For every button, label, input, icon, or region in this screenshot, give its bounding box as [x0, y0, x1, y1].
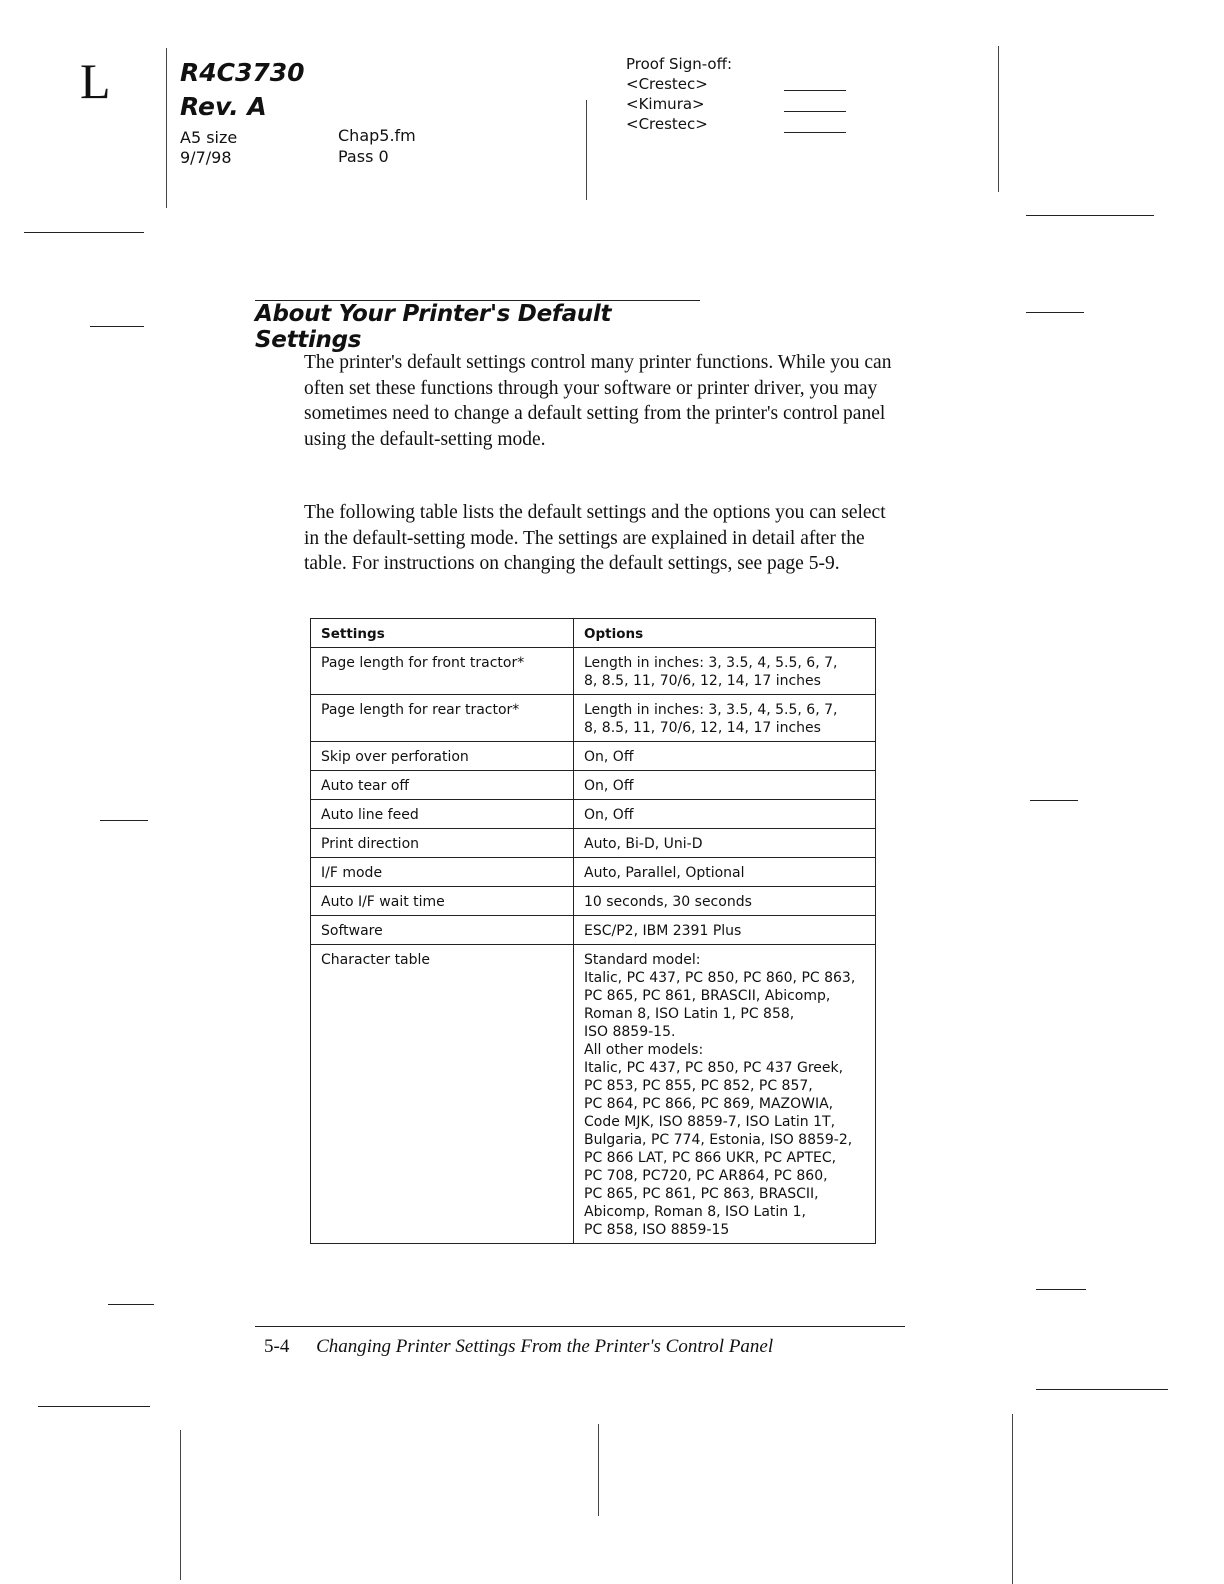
- option-text: PC 853, PC 855, PC 852, PC 857,: [584, 1078, 813, 1094]
- crop-mark: [998, 46, 999, 192]
- crop-mark: [1026, 312, 1084, 313]
- option-text: ESC/P2, IBM 2391 Plus: [584, 923, 742, 939]
- options-cell: [574, 771, 876, 800]
- option-text: On, Off: [584, 778, 634, 794]
- body-paragraph: The printer's default settings control many printer functions. While you can often set these functions through your software or printer driver, you may sometimes need to change a default setting from the printer's control panel using the default-setting mode.: [304, 352, 892, 450]
- table-row: [311, 858, 876, 887]
- settings-table: [310, 618, 876, 1244]
- doc-revision: Rev. A: [180, 92, 267, 121]
- table-row: [311, 887, 876, 916]
- option-text: PC 865, PC 861, PC 863, BRASCII,: [584, 1186, 819, 1202]
- option-text: All other models:: [584, 1042, 704, 1058]
- option-text: Roman 8, ISO Latin 1, PC 858,: [584, 1006, 795, 1022]
- options-cell: [574, 858, 876, 887]
- doc-file: Chap5.fm: [338, 126, 416, 145]
- signature-line: [784, 111, 846, 112]
- table-row: [311, 648, 876, 695]
- page-number: 5-4: [264, 1336, 290, 1357]
- proof-name: <Crestec>: [626, 115, 708, 133]
- setting-cell: Auto I/F wait time: [311, 887, 574, 916]
- option-text: Length in inches: 3, 3.5, 4, 5.5, 6, 7,: [584, 702, 838, 718]
- options-cell: [574, 916, 876, 945]
- crop-mark: [38, 1406, 150, 1407]
- table-row: [311, 742, 876, 771]
- proof-name: <Crestec>: [626, 75, 708, 93]
- crop-mark: [1030, 800, 1078, 801]
- crop-mark: [1026, 215, 1154, 216]
- doc-code: R4C3730: [180, 58, 305, 87]
- setting-cell: Page length for rear tractor*: [311, 695, 574, 742]
- crop-mark: [598, 1424, 599, 1516]
- section-title: About Your Printer's Default Settings: [255, 300, 700, 353]
- options-cell: [574, 695, 876, 742]
- setting-cell: Software: [311, 916, 574, 945]
- setting-cell: Auto line feed: [311, 800, 574, 829]
- options-cell: [574, 945, 876, 1244]
- crop-mark: [1036, 1289, 1086, 1290]
- options-cell: [574, 742, 876, 771]
- crop-mark: [180, 1430, 181, 1580]
- option-text: Auto, Bi-D, Uni-D: [584, 836, 703, 852]
- option-text: 8, 8.5, 11, 70/6, 12, 14, 17 inches: [584, 720, 821, 736]
- option-text: PC 866 LAT, PC 866 UKR, PC APTEC,: [584, 1150, 837, 1166]
- crop-mark: [90, 326, 144, 327]
- body-paragraph: The following table lists the default settings and the options you can select in the default-setting mode. The settings are explained in detail after the table. For instructions on changing the default settings, see page 5-9.: [304, 502, 886, 574]
- table-row: [311, 829, 876, 858]
- setting-cell: I/F mode: [311, 858, 574, 887]
- setting-cell: Character table: [311, 945, 574, 1244]
- table-header: Settings: [311, 619, 574, 648]
- option-text: Abicomp, Roman 8, ISO Latin 1,: [584, 1204, 806, 1220]
- option-text: Bulgaria, PC 774, Estonia, ISO 8859-2,: [584, 1132, 853, 1148]
- table-header-row: [311, 619, 876, 648]
- table-header: Options: [574, 619, 876, 648]
- option-text: Standard model:: [584, 952, 701, 968]
- setting-cell: Auto tear off: [311, 771, 574, 800]
- footer-title: Changing Printer Settings From the Printer's Control Panel: [316, 1336, 774, 1357]
- option-text: ISO 8859-15.: [584, 1024, 676, 1040]
- setting-cell: Skip over perforation: [311, 742, 574, 771]
- table-row: [311, 916, 876, 945]
- option-text: PC 858, ISO 8859-15: [584, 1222, 730, 1238]
- option-text: PC 865, PC 861, BRASCII, Abicomp,: [584, 988, 831, 1004]
- doc-size: A5 size: [180, 128, 238, 147]
- proof-signoff: [626, 54, 732, 134]
- table-row: [311, 945, 876, 1244]
- options-cell: [574, 648, 876, 695]
- option-text: PC 708, PC720, PC AR864, PC 860,: [584, 1168, 828, 1184]
- option-text: Italic, PC 437, PC 850, PC 860, PC 863,: [584, 970, 856, 986]
- option-text: 8, 8.5, 11, 70/6, 12, 14, 17 inches: [584, 673, 821, 689]
- setting-cell: Page length for front tractor*: [311, 648, 574, 695]
- table-row: [311, 800, 876, 829]
- crop-mark: [166, 48, 167, 208]
- proof-name: <Kimura>: [626, 95, 705, 113]
- table-row: [311, 771, 876, 800]
- signature-line: [784, 132, 846, 133]
- page-footer: [264, 1336, 773, 1358]
- option-text: Auto, Parallel, Optional: [584, 865, 745, 881]
- doc-date: 9/7/98: [180, 148, 232, 167]
- options-cell: [574, 887, 876, 916]
- option-text: PC 864, PC 866, PC 869, MAZOWIA,: [584, 1096, 834, 1112]
- option-text: Code MJK, ISO 8859-7, ISO Latin 1T,: [584, 1114, 836, 1130]
- crop-mark: [108, 1304, 154, 1305]
- options-cell: [574, 800, 876, 829]
- setting-cell: Print direction: [311, 829, 574, 858]
- corner-letter: L: [80, 53, 111, 109]
- proof-title: Proof Sign-off:: [626, 55, 732, 73]
- option-text: Length in inches: 3, 3.5, 4, 5.5, 6, 7,: [584, 655, 838, 671]
- crop-mark: [586, 100, 587, 200]
- option-text: On, Off: [584, 749, 634, 765]
- footer-rule: [255, 1326, 905, 1327]
- option-text: On, Off: [584, 807, 634, 823]
- option-text: 10 seconds, 30 seconds: [584, 894, 752, 910]
- signature-line: [784, 90, 846, 91]
- crop-mark: [24, 232, 144, 233]
- doc-pass: Pass 0: [338, 147, 389, 166]
- crop-mark: [1012, 1414, 1013, 1584]
- crop-mark: [1036, 1389, 1168, 1390]
- crop-mark: [100, 820, 148, 821]
- table-row: [311, 695, 876, 742]
- options-cell: [574, 829, 876, 858]
- option-text: Italic, PC 437, PC 850, PC 437 Greek,: [584, 1060, 844, 1076]
